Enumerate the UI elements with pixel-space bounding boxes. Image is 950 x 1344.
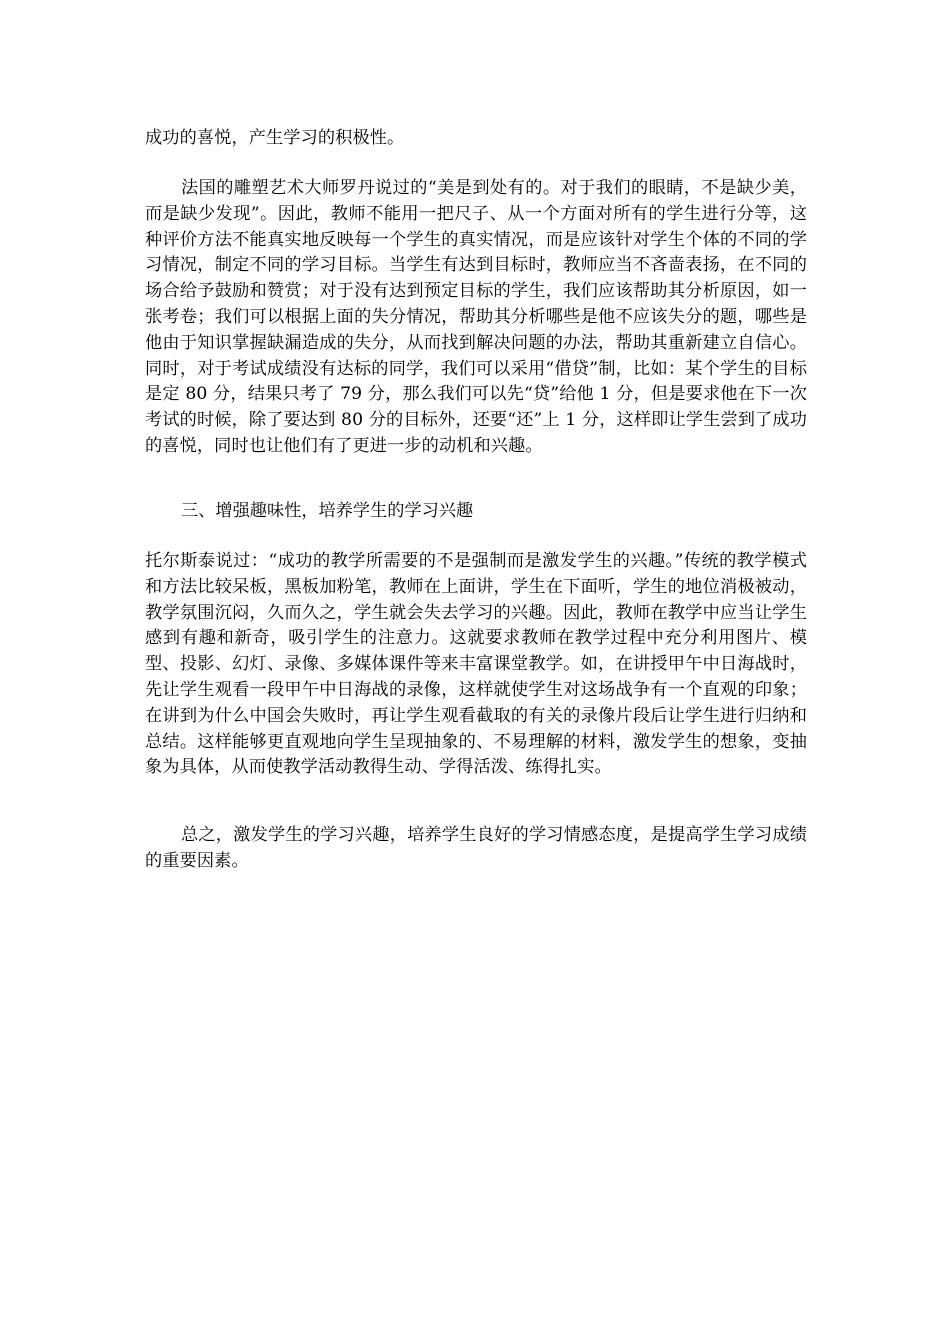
section-heading-3: 三、增强趣味性，培养学生的学习兴趣 [181,501,474,521]
paragraph-rodin: 法国的雕塑艺术大师罗丹说过的“美是到处有的。对于我们的眼睛，不是缺少美，而是缺少发现”。因此，教师不能用一把尺子、从一个方面对所有的学生进行分等，这种评价方法不能真实地反映每一个学生的真实情况，而是应该针对学生个体的不同的学习情况，制定不同的学习目标。当学生有达到目标时，教师应当不吝啬表扬，在不同的场合给予鼓励和赞赏；对于没有达到预定目标的学生，我们应该帮助其分析原因，如一张考卷；我们可以根据上面的失分情况，帮助其分析哪些是他不应该失分的题，哪些是他由于知识掌握缺漏造成的失分，从而找到解决问题的办法，帮助其重新建立自信心。同时，对于考试成绩没有达标的同学，我们可以采用“借贷”制，比如：某个学生的目标是定 80 分，结果只考了 79 分，那么我们可以先“贷”给他 1 分，但是要求他在下一次考试的时候，除了要达到 80 分的目标外，还要“还”上 1 分，这样即让学生尝到了成功的喜悦，同时也让他们有了更进一步的动机和兴趣。 [145,178,807,456]
paragraph-tolstoy: 托尔斯泰说过：“成功的教学所需要的不是强制而是激发学生的兴趣。”传统的教学模式和方法比较呆板，黑板加粉笔，教师在上面讲，学生在下面听，学生的地位消极被动，教学氛围沉闷，久而久之，学生就会失去学习的兴趣。因此，教师在教学中应当让学生感到有趣和新奇，吸引学生的注意力。这就要求教师在教学过程中充分利用图片、模型、投影、幻灯、录像、多媒体课件等来丰富课堂教学。如，在讲授甲午中日海战时，先让学生观看一段甲午中日海战的录像，这样就使学生对这场战争有一个直观的印象；在讲到为什么中国会失败时，再让学生观看截取的有关的录像片段后让学生进行归纳和总结。这样能够更直观地向学生呈现抽象的、不易理解的材料，激发学生的想象，变抽象为具体，从而使教学活动教得生动、学得活泼、练得扎实。 [145,551,807,778]
paragraph-continuation: 成功的喜悦，产生学习的积极性。 [145,128,405,148]
paragraph-conclusion: 总之，激发学生的学习兴趣，培养学生良好的学习情感态度，是提高学生学习成绩的重要因素。 [145,825,807,871]
